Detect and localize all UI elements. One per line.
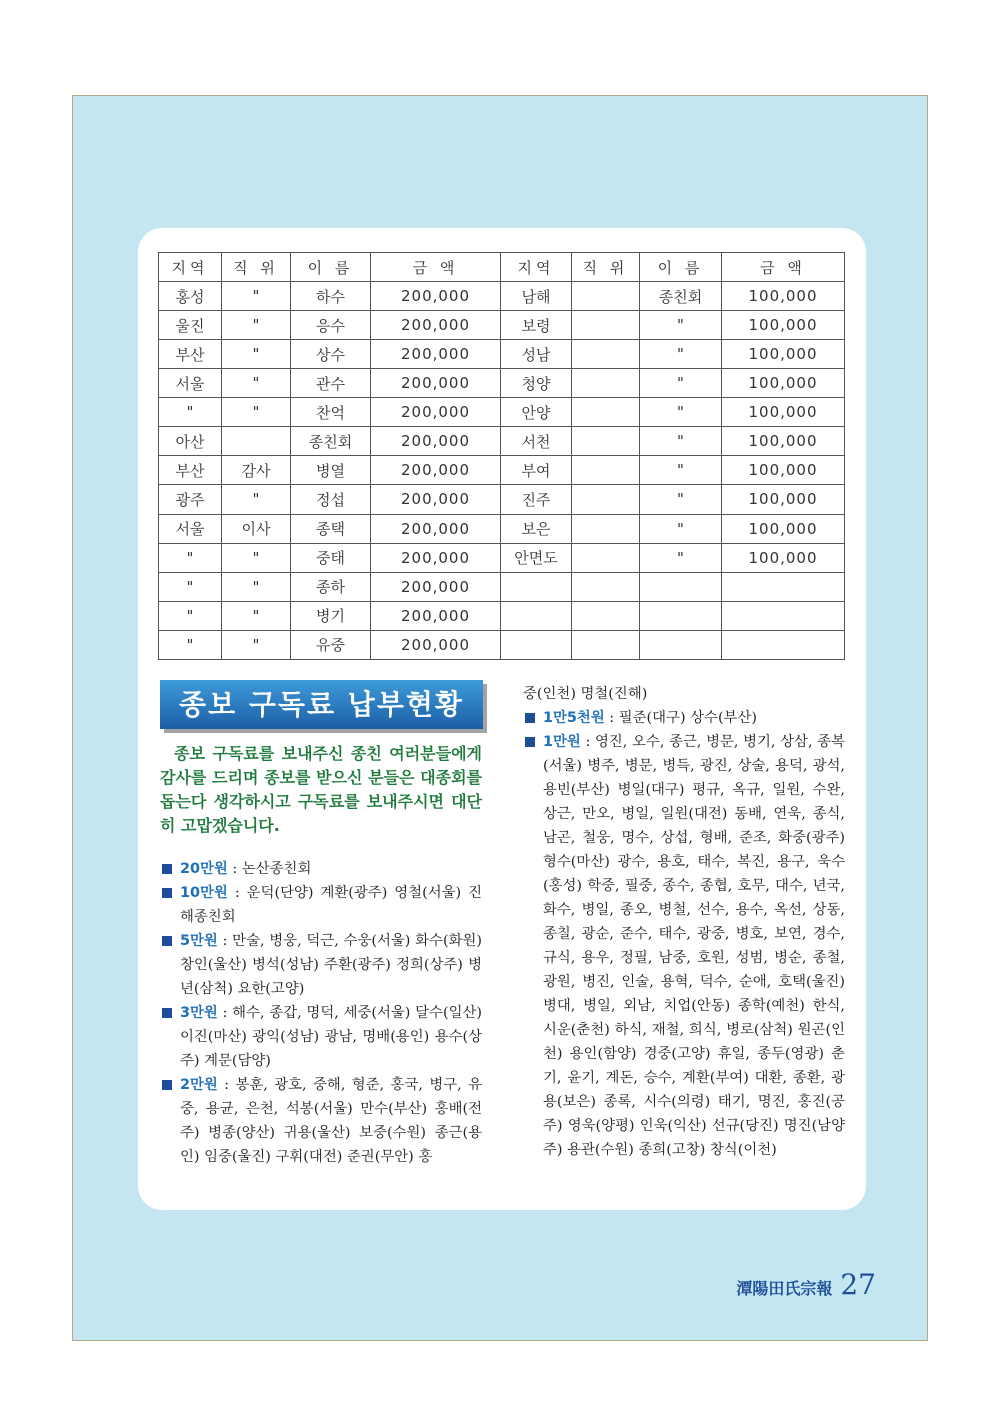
table-row bbox=[159, 572, 845, 601]
cell-position bbox=[572, 369, 640, 398]
donor-entry bbox=[160, 881, 482, 929]
cell-name: " bbox=[640, 340, 722, 369]
cell-name: " bbox=[640, 456, 722, 485]
cell-position bbox=[572, 543, 640, 572]
page-number: 27 bbox=[840, 1268, 876, 1301]
cell-region: 홍성 bbox=[159, 282, 222, 311]
cell-name: 응수 bbox=[291, 311, 371, 340]
cell-region: 성남 bbox=[501, 340, 572, 369]
square-bullet-icon bbox=[525, 737, 535, 747]
cell-region: " bbox=[159, 630, 222, 659]
cell-name: 유중 bbox=[291, 630, 371, 659]
cell-amount: 100,000 bbox=[722, 427, 845, 456]
header-amount: 금 액 bbox=[371, 253, 501, 282]
table-row bbox=[159, 369, 845, 398]
cell-region: " bbox=[159, 543, 222, 572]
table-row bbox=[159, 427, 845, 456]
table-header-row bbox=[159, 253, 845, 282]
cell-name: 찬억 bbox=[291, 398, 371, 427]
cell-position bbox=[572, 340, 640, 369]
table-row bbox=[159, 630, 845, 659]
donation-tier: 2만원 bbox=[180, 1077, 218, 1093]
cell-amount bbox=[722, 572, 845, 601]
donor-entry bbox=[160, 857, 482, 881]
cell-region: 부여 bbox=[501, 456, 572, 485]
cell-amount bbox=[722, 601, 845, 630]
cell-amount: 100,000 bbox=[722, 311, 845, 340]
publication-name: 潭陽田氏宗報 bbox=[736, 1279, 833, 1298]
cell-name: " bbox=[640, 369, 722, 398]
cell-name: 상수 bbox=[291, 340, 371, 369]
cell-amount: 100,000 bbox=[722, 340, 845, 369]
donor-list-right bbox=[523, 682, 845, 1162]
cell-amount: 200,000 bbox=[371, 427, 501, 456]
cell-region bbox=[501, 601, 572, 630]
continued-names: 중(인천) 명철(진해) bbox=[523, 686, 648, 702]
donor-entry bbox=[160, 1001, 482, 1073]
cell-region: 울진 bbox=[159, 311, 222, 340]
cell-region: 보령 bbox=[501, 311, 572, 340]
cell-amount: 200,000 bbox=[371, 369, 501, 398]
cell-position bbox=[572, 427, 640, 456]
donor-entry bbox=[160, 1073, 482, 1169]
donation-tier: 3만원 bbox=[180, 1005, 218, 1021]
cell-region: 서울 bbox=[159, 514, 222, 543]
square-bullet-icon bbox=[162, 1080, 172, 1090]
cell-region: 남해 bbox=[501, 282, 572, 311]
cell-position: 이사 bbox=[222, 514, 291, 543]
table-row bbox=[159, 514, 845, 543]
cell-region: 광주 bbox=[159, 485, 222, 514]
donor-names: : 필준(대구) 상수(부산) bbox=[604, 710, 757, 726]
donation-tier: 10만원 bbox=[180, 885, 228, 901]
cell-position bbox=[572, 630, 640, 659]
cell-amount: 100,000 bbox=[722, 514, 845, 543]
donor-entry bbox=[523, 706, 845, 730]
header-amount: 금 액 bbox=[722, 253, 845, 282]
cell-position: " bbox=[222, 485, 291, 514]
cell-position bbox=[572, 311, 640, 340]
square-bullet-icon bbox=[162, 1008, 172, 1018]
donor-names: : 영진, 오수, 종근, 병문, 병기, 상삼, 종복(서울) 병주, 병문, 병득, 광진, 상술, 용덕, 광석, 용빈(부산) 병일(대구) 평규, 옥규, 일원, 수완, 상근, 만오, 병일, 일원(대전) 동배, 연욱, 종식, 남곤, 철웅, 명수, 상섭, 형배, 준조, 화중(광주) 형수(마산) 광수, 용호, 태수, 복진, 용구, 욱수(홍성) 학중, 필중, 종수, 종협, 호무, 대수, 년국, 화수, 병일, 종오, 병철, 선수, 용수, 옥선, 상동, 종칠, 광순, 준수, 태수, 광중, 병호, 보연, 경수, 규식, 용우, 정필, 남중, 호원, 성범, 병순, 종철, 광원, 병진, 인술, 용혁, 덕수, 순애, 호택(울진) 병대, 병일, 외남, 치업(안동) 종학(예천) 한식, 시운(춘천) 하식, 재철, 희식, 병로(삼척) 원곤(인천) 용인(함양) 경중(고양) 휴일, 종두(영광) 춘기, 윤기, 계돈, 승수, 계환(부여) 대환, 종환, 광용(보은) 종록, 시수(의령) 태기, 명진, 홍진(공주) 영욱(양평) 인욱(익산) 선규(당진) 명진(남양주) 용관(수원) 종희(고창) 창식(이천) bbox=[543, 734, 845, 1158]
cell-region: 부산 bbox=[159, 340, 222, 369]
donor-list-left bbox=[160, 857, 482, 1169]
table-row bbox=[159, 311, 845, 340]
cell-amount: 200,000 bbox=[371, 398, 501, 427]
cell-amount: 100,000 bbox=[722, 282, 845, 311]
cell-amount: 200,000 bbox=[371, 514, 501, 543]
donor-entry bbox=[160, 929, 482, 1001]
cell-region: " bbox=[159, 398, 222, 427]
header-region: 지역 bbox=[501, 253, 572, 282]
donor-names: : 운덕(단양) 계환(광주) 영철(서울) 진해종친회 bbox=[180, 885, 482, 925]
cell-amount: 200,000 bbox=[371, 311, 501, 340]
cell-region: 아산 bbox=[159, 427, 222, 456]
square-bullet-icon bbox=[162, 936, 172, 946]
cell-position: " bbox=[222, 311, 291, 340]
cell-position bbox=[572, 572, 640, 601]
cell-region: 청양 bbox=[501, 369, 572, 398]
cell-name bbox=[640, 572, 722, 601]
cell-position bbox=[572, 282, 640, 311]
cell-position: " bbox=[222, 630, 291, 659]
cell-amount: 100,000 bbox=[722, 398, 845, 427]
cell-name: " bbox=[640, 427, 722, 456]
cell-amount: 200,000 bbox=[371, 340, 501, 369]
table-row bbox=[159, 543, 845, 572]
cell-name: 종친회 bbox=[291, 427, 371, 456]
cell-position: " bbox=[222, 601, 291, 630]
cell-region: 서천 bbox=[501, 427, 572, 456]
donor-names: : 만술, 병웅, 덕근, 수웅(서울) 화수(화원) 창인(울산) 병석(성남) 주환(광주) 정희(상주) 병년(삼척) 요한(고양) bbox=[180, 933, 482, 997]
cell-amount bbox=[722, 630, 845, 659]
cell-amount: 200,000 bbox=[371, 485, 501, 514]
cell-name: 하수 bbox=[291, 282, 371, 311]
cell-amount: 200,000 bbox=[371, 601, 501, 630]
cell-position bbox=[572, 485, 640, 514]
cell-amount: 100,000 bbox=[722, 543, 845, 572]
donor-names: : 해수, 종갑, 명덕, 세중(서울) 달수(일산) 이진(마산) 광익(성남) 광남, 명배(용인) 용수(상주) 계문(담양) bbox=[180, 1005, 482, 1069]
donor-names: : 봉훈, 광호, 중해, 형준, 홍국, 병구, 유중, 용균, 은천, 석봉(서울) 만수(부산) 홍배(전주) 병종(양산) 귀용(울산) 보중(수원) 종근(용인) 임중(울진) 구휘(대전) 준권(무안) 홍 bbox=[180, 1077, 482, 1165]
table-row bbox=[159, 340, 845, 369]
cell-name: 관수 bbox=[291, 369, 371, 398]
cell-region: 보은 bbox=[501, 514, 572, 543]
table-row bbox=[159, 601, 845, 630]
cell-amount: 200,000 bbox=[371, 572, 501, 601]
donor-names: : 논산종친회 bbox=[227, 861, 312, 877]
header-position: 직 위 bbox=[572, 253, 640, 282]
cell-amount: 200,000 bbox=[371, 282, 501, 311]
cell-region: 부산 bbox=[159, 456, 222, 485]
cell-position bbox=[572, 456, 640, 485]
square-bullet-icon bbox=[162, 888, 172, 898]
cell-name: " bbox=[640, 398, 722, 427]
cell-amount: 100,000 bbox=[722, 485, 845, 514]
cell-amount: 100,000 bbox=[722, 369, 845, 398]
cell-position: " bbox=[222, 572, 291, 601]
table-row bbox=[159, 485, 845, 514]
header-region: 지역 bbox=[159, 253, 222, 282]
cell-name bbox=[640, 630, 722, 659]
cell-name: 병열 bbox=[291, 456, 371, 485]
cell-name: " bbox=[640, 485, 722, 514]
header-name: 이 름 bbox=[291, 253, 371, 282]
donation-tier: 1만5천원 bbox=[543, 710, 605, 726]
cell-name: 병기 bbox=[291, 601, 371, 630]
donation-tier: 5만원 bbox=[180, 933, 218, 949]
table-row bbox=[159, 398, 845, 427]
cell-position: " bbox=[222, 282, 291, 311]
table-row bbox=[159, 282, 845, 311]
donor-entry bbox=[523, 730, 845, 1162]
cell-region: 서울 bbox=[159, 369, 222, 398]
cell-region bbox=[501, 572, 572, 601]
cell-position: 감사 bbox=[222, 456, 291, 485]
cell-position: " bbox=[222, 340, 291, 369]
cell-amount: 200,000 bbox=[371, 630, 501, 659]
cell-amount: 200,000 bbox=[371, 543, 501, 572]
square-bullet-icon bbox=[162, 864, 172, 874]
cell-name: 종택 bbox=[291, 514, 371, 543]
cell-name bbox=[640, 601, 722, 630]
cell-region: 안양 bbox=[501, 398, 572, 427]
cell-amount: 200,000 bbox=[371, 456, 501, 485]
cell-position bbox=[222, 427, 291, 456]
cell-position bbox=[572, 601, 640, 630]
cell-name: 종하 bbox=[291, 572, 371, 601]
cell-region: 진주 bbox=[501, 485, 572, 514]
cell-name: 종친회 bbox=[640, 282, 722, 311]
cell-position bbox=[572, 398, 640, 427]
cell-name: " bbox=[640, 543, 722, 572]
donation-table bbox=[158, 252, 845, 660]
cell-name: " bbox=[640, 311, 722, 340]
section-title: 종보 구독료 납부현황 bbox=[160, 680, 483, 729]
table-row bbox=[159, 456, 845, 485]
cell-region bbox=[501, 630, 572, 659]
cell-position: " bbox=[222, 369, 291, 398]
intro-paragraph: 종보 구독료를 보내주신 종친 여러분들에게 감사를 드리며 종보를 받으신 분들은 대종회를 돕는다 생각하시고 구독료를 보내주시면 대단히 고맙겠습니다. bbox=[160, 744, 482, 835]
cell-amount: 100,000 bbox=[722, 456, 845, 485]
cell-position: " bbox=[222, 543, 291, 572]
cell-name: " bbox=[640, 514, 722, 543]
donation-tier: 20만원 bbox=[180, 861, 228, 877]
cell-position: " bbox=[222, 398, 291, 427]
header-name: 이 름 bbox=[640, 253, 722, 282]
square-bullet-icon bbox=[525, 713, 535, 723]
cell-name: 중태 bbox=[291, 543, 371, 572]
page-footer bbox=[736, 1268, 876, 1304]
cell-region: " bbox=[159, 601, 222, 630]
cell-name: 정섭 bbox=[291, 485, 371, 514]
donation-tier: 1만원 bbox=[543, 734, 581, 750]
header-position: 직 위 bbox=[222, 253, 291, 282]
cell-region: " bbox=[159, 572, 222, 601]
cell-position bbox=[572, 514, 640, 543]
cell-region: 안면도 bbox=[501, 543, 572, 572]
